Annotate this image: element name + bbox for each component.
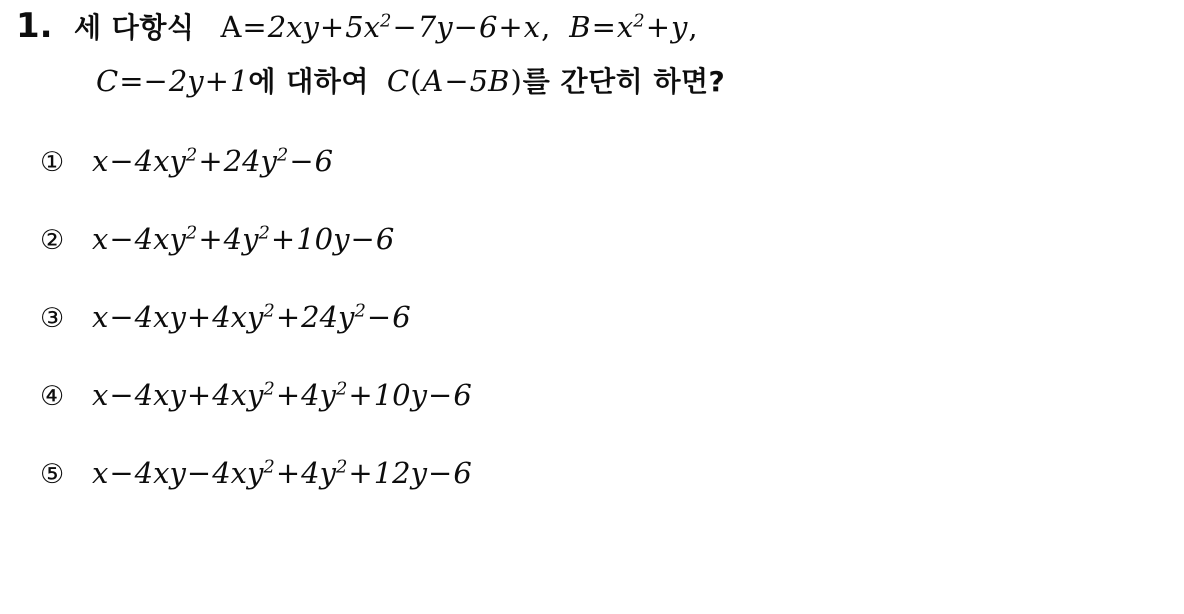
- choice-text: $x-4xy+4xy^2+4y^2+10y-6$: [92, 378, 472, 412]
- choice-option-2[interactable]: [40, 222, 1184, 300]
- choice-marker: ①: [40, 147, 65, 178]
- question-korean-tail: 를 간단히 하면?: [522, 65, 726, 98]
- target-expression: C(A−5B): [386, 64, 522, 98]
- polynomial-c: C=−2y+1: [96, 64, 249, 98]
- choice-option-1[interactable]: [40, 144, 1184, 222]
- choice-option-4[interactable]: [40, 378, 1184, 456]
- choice-option-3[interactable]: [40, 300, 1184, 378]
- choice-text: $x-4xy^2+4y^2+10y-6$: [92, 222, 395, 256]
- choice-text: $x-4xy+4xy^2+24y^2-6$: [92, 300, 411, 334]
- question-block: [0, 6, 1184, 118]
- choice-marker: ②: [40, 225, 65, 256]
- choice-marker: ④: [40, 381, 65, 412]
- choice-text: $x-4xy^2+24y^2-6$: [92, 144, 334, 178]
- polynomial-a: $A=2xy+5x^2-7y-6+x$,: [220, 10, 551, 44]
- choice-marker: ⑤: [40, 459, 65, 490]
- question-number: 1.: [16, 6, 53, 46]
- question-stem-line-2: [8, 60, 1174, 118]
- choice-marker: ③: [40, 303, 65, 334]
- polynomial-b: $B=x^2+y$,: [569, 10, 698, 44]
- question-stem-line-1: [8, 6, 1174, 60]
- choice-option-5[interactable]: [40, 456, 1184, 534]
- choice-text: $x-4xy-4xy^2+4y^2+12y-6$: [92, 456, 472, 490]
- choice-list: [0, 144, 1184, 534]
- question-korean-mid: 에 대하여: [248, 65, 369, 98]
- question-korean-lead: 세 다항식: [74, 11, 195, 44]
